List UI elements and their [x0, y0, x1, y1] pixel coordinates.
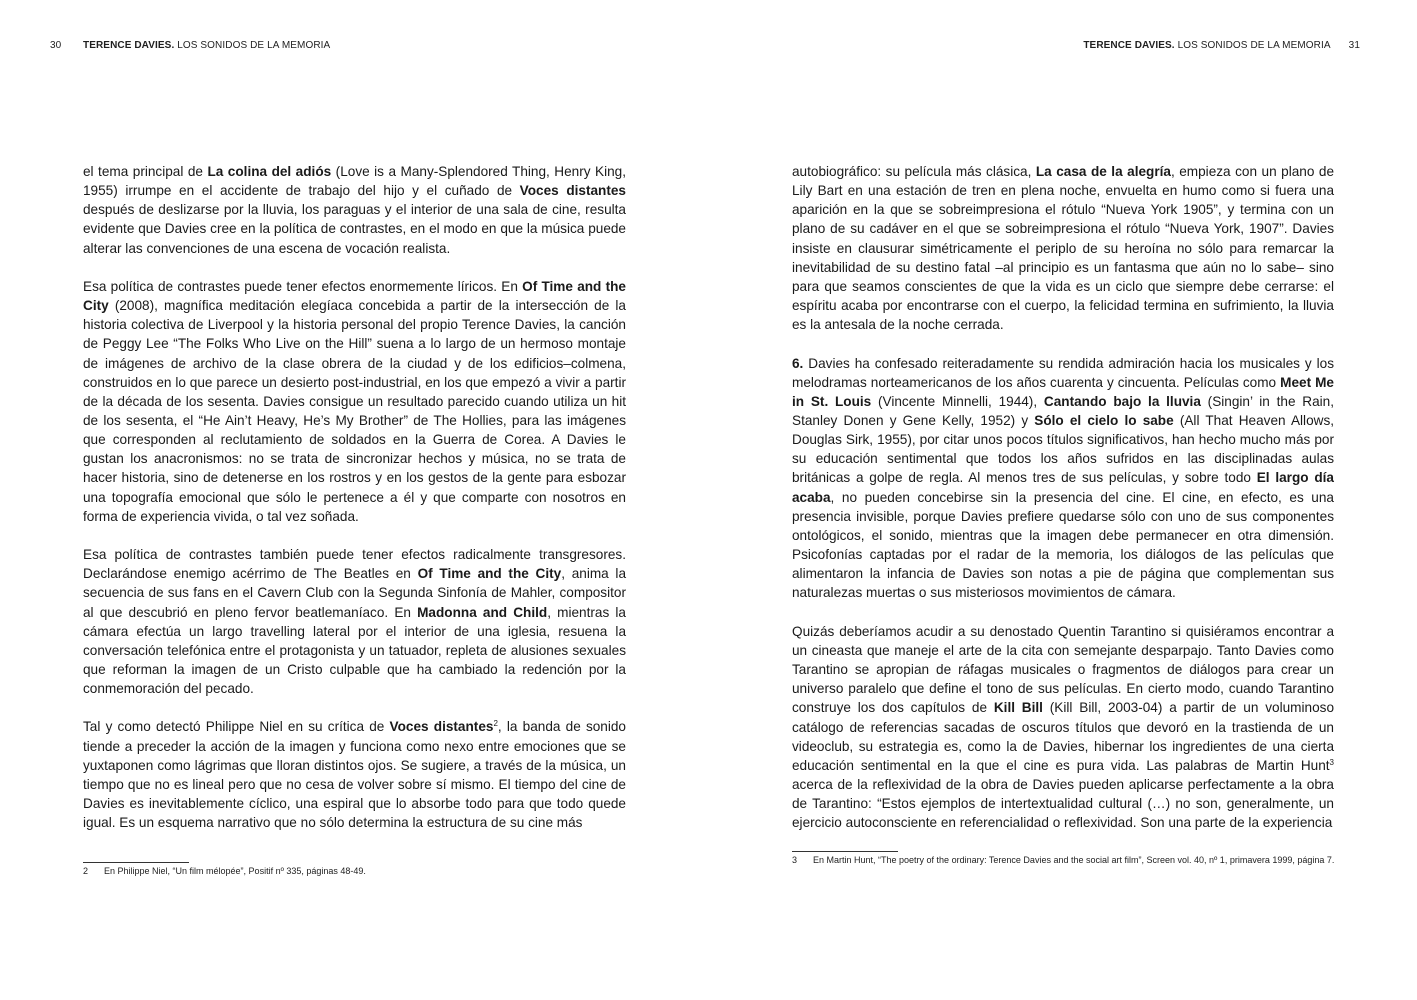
film-title: Cantando bajo la lluvia [1043, 393, 1201, 409]
section-number: 6. [792, 355, 804, 371]
text-run: (Vincente Minnelli, 1944), [871, 393, 1044, 409]
paragraph [792, 622, 1334, 833]
text-run: , mientras la cámara efectúa un largo travelling lateral por el interior de una iglesia, resuena la conversación telefónica entre el protagonista y un tatuador, repleta de alusiones sexuales que reforman la imagen de un Cristo culpable que ha cambiado la redención por la conmemoración del pecado. [83, 604, 626, 697]
paragraph [792, 354, 1334, 603]
text-run: Esa política de contrastes también puede tener efectos radicalmente transgresores. Declarándose enemigo acérrimo de The Beatles en [83, 547, 626, 582]
film-title: Voces distantes [519, 183, 626, 199]
left-page [0, 0, 708, 1000]
paragraph [792, 162, 1334, 334]
paragraph [83, 717, 626, 832]
footnote [792, 855, 1337, 866]
text-run: (Love is a Many-Splendored Thing, Henry King, 1955) irrumpe en el accidente de trabajo del hijo y el cuñado de [83, 164, 627, 199]
book-title-author: TERENCE DAVIES. [83, 40, 175, 51]
text-run: Tal y como detectó Philippe Niel en su crítica de [83, 719, 390, 735]
film-title: Of Time and the City [417, 566, 562, 582]
text-run: después de deslizarse por la lluvia, los paraguas y el interior de una sala de cine, resulta evidente que Davies cree en la política de contrastes, en el modo en que la música puede alterar las convenciones de una escena de vocación realista. [83, 202, 626, 256]
page-number: 30 [50, 40, 62, 51]
text-run: , no pueden concebirse sin la presencia del cine. El cine, en efecto, es una presencia invisible, porque Davies prefiere quedarse sólo con uno de sus componentes ontológicos, el sonido, mientras que la imagen debe permanecer en otra dimensión. Psicofonías captadas por el radar de la memoria, los diálogos de las películas que alimentaron la infancia de Davies son notas a pie de página que complementan sus naturalezas muertas o sus misteriosos movimientos de cámara. [792, 489, 1334, 601]
footnote-divider [83, 862, 189, 863]
film-title: Voces distantes [389, 719, 494, 735]
body-text-left [83, 162, 626, 852]
footnote-reference[interactable]: 2 [493, 719, 498, 729]
paragraph [83, 545, 626, 698]
film-title: La colina del adiós [207, 164, 332, 179]
film-title: Of Time and the City [83, 278, 626, 314]
text-run: , la banda de sonido tiende a preceder la acción de la imagen y funciona como nexo entre emociones que se yuxtaponen como lágrimas que lloran distintos ojos. Se sugiere, a través de la música, un tiempo que no es lineal pero que no cesa de volver sobre sí mismo. El tiempo del cine de Davies es inevitablemente cíclico, una espiral que lo absorbe todo para que todo quede igual. Es un esquema narrativo que no sólo determina la estructura de su cine más [83, 719, 626, 831]
text-run: Davies ha confesado reiteradamente su rendida admiración hacia los musicales y los melodramas norteamericanos de los años cuarenta y cincuenta. Películas como [792, 355, 1334, 390]
text-run: Esa política de contrastes puede tener efectos enormemente líricos. En [83, 278, 523, 294]
footnote-text: En Philippe Niel, “Un film mélopée”, Positif nº 335, páginas 48-49. [104, 866, 366, 876]
right-page [709, 0, 1417, 1000]
footnote-number: 2 [83, 866, 89, 876]
footnote-text: En Martin Hunt, “The poetry of the ordinary: Terence Davies and the social art film”, Screen vol. 40, nº 1, primavera 1999, página 7. [813, 855, 1335, 865]
book-title-subtitle: LOS SONIDOS DE LA MEMORIA [1174, 40, 1331, 51]
text-run: , anima la secuencia de sus fans en el Cavern Club con la Segunda Sinfonía de Mahler, compositor al que descubrió en pleno fervor beatlemaníaco. En [83, 566, 627, 620]
text-run: (All That Heaven Allows, Douglas Sirk, 1955), por citar unos pocos títulos significativos, han hecho mucho más por su educación sentimental que todos los años sufridos en las disciplinadas aulas británicas a golpe de regla. Al menos tres de sus películas, y sobre todo [792, 413, 1335, 486]
text-run: acerca de la reflexividad de la obra de Davies pueden aplicarse perfectamente a la obra de Tarantino: “Estos ejemplos de intertextualidad cultural (…) no son, generalmente, un ejercicio autoconsciente en referencialidad o reflexividad. Son una parte de la experiencia [792, 776, 1334, 831]
film-title: Sólo el cielo lo sabe [1034, 413, 1174, 429]
text-run: autobiográfico: su película más clásica, [792, 164, 1036, 179]
footnote [83, 866, 626, 877]
body-text-right [792, 162, 1334, 852]
text-run: el tema principal de [83, 164, 208, 179]
book-title-author: TERENCE DAVIES. [1083, 40, 1175, 51]
text-run: Quizás deberíamos acudir a su denostado Quentin Tarantino si quisiéramos encontrar a un cineasta que maneje el arte de la cita con semejante desparpajo. Tanto Davies como Tarantino se apropian de ráfagas musicales o fragmentos de diálogos para crear un universo paralelo que define el tono de sus películas. En cierto modo, cuando Tarantino construye los dos capítulos de [792, 623, 1334, 716]
text-run: (Kill Bill, 2003-04) a partir de un voluminoso catálogo de referencias sacadas de oscuros títulos que devoró en la trastienda de un videoclub, su estrategia es, como la de Davies, hibernar los ingredientes de una cierta educación sentimental en la que el cine es pura vida. Las palabras de Martin Hunt [792, 700, 1334, 773]
film-title: El largo día acaba [792, 470, 1334, 505]
text-run: , empieza con un plano de Lily Bart en una estación de tren en plena noche, envuelta en humo como si fuera una aparición en la que se sobreimpresiona el rótulo “Nueva York 1905”, y termina con un plano de su cadáver en el que se sobreimpresiona el rótulo “Nueva York, 1907”. Davies insiste en clausurar simétricamente el periplo de su heroína no sólo para remarcar la inevitabilidad de su destino fatal –al principio es un fantasma que aún no lo sabe– sino para que seamos conscientes de que la vida es un ciclo que siempre debe cerrarse: el espíritu acaba por encontrarse con el cuerpo, la felicidad termina en sufrimiento, la lluvia es la antesala de la noche cerrada. [792, 164, 1335, 333]
page-number: 31 [1348, 40, 1360, 51]
footnote-divider [792, 851, 898, 852]
footnote-reference[interactable]: 3 [1329, 757, 1334, 767]
film-title: La casa de la alegría [1035, 164, 1171, 179]
film-title: Kill Bill [993, 700, 1043, 716]
running-head-right [1083, 40, 1360, 51]
paragraph [83, 162, 626, 258]
text-run: (Singin’ in the Rain, Stanley Donen y Gene Kelly, 1952) y [792, 393, 1335, 429]
film-title: Madonna and Child [417, 604, 548, 620]
footnote-number: 3 [792, 855, 798, 865]
text-run: (2008), magnífica meditación elegíaca concebida a partir de la intersección de la historia colectiva de Liverpool y la historia personal del propio Terence Davies, la canción de Peggy Lee “The Folks Who Live on the Hill” suena a lo largo de un hermoso montaje de imágenes de archivo de la clase obrera de la ciudad y de los edificios–colmena, construidos en lo que parece un desierto post-industrial, en los que empezó a vivir a partir de la década de los sesenta. Davies consigue un resultado parecido cuando utiliza un hit de los sesenta, el “He Ain’t Heavy, He’s My Brother” de The Hollies, para las imágenes que corresponden al reclutamiento de soldados en la Guerra de Corea. A Davies le gustan los anacronismos: no se trata de sincronizar hechos y música, no se trata de hacer historia, sino de detenerse en los rostros y en los gestos de la gente para esbozar una topografía emocional que sólo le pertenece a él y que comparte con nosotros en forma de experiencia vivida, o tal vez soñada. [83, 298, 626, 524]
paragraph [83, 277, 626, 526]
running-head-left [50, 40, 330, 51]
book-title-subtitle: LOS SONIDOS DE LA MEMORIA [174, 40, 331, 51]
film-title: Meet Me in St. Louis [792, 374, 1334, 409]
